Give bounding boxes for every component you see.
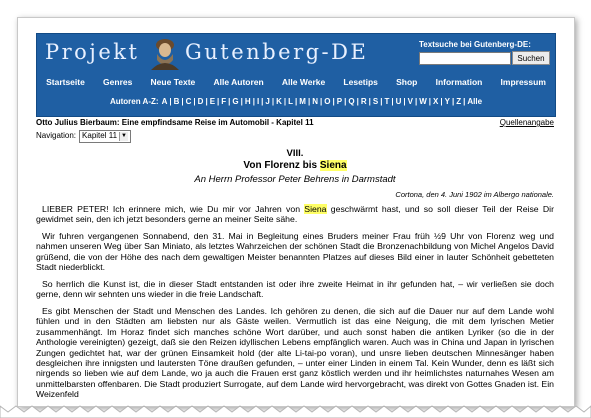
nav-item-shop[interactable]: Shop [396, 77, 418, 87]
nav-item-lesetips[interactable]: Lesetips [343, 77, 378, 87]
nav-item-startseite[interactable]: Startseite [46, 77, 85, 87]
chapter-number: VIII. [286, 148, 304, 159]
gutenberg-portrait-icon [143, 36, 187, 70]
chapter-title [36, 161, 554, 171]
search-button[interactable]: Suchen [512, 51, 550, 65]
navigation-label: Navigation: [36, 131, 77, 141]
nav-item-information[interactable]: Information [435, 77, 483, 87]
site-header [36, 33, 556, 117]
alpha-link-o[interactable]: O [324, 96, 331, 106]
alpha-link-f[interactable]: F [221, 96, 227, 106]
dedication: An Herrn Professor Peter Behrens in Darmstadt [194, 174, 396, 185]
alpha-link-k[interactable]: K [276, 96, 282, 106]
paragraph: Wir fuhren vergangenen Sonnabend, den 31. Mai in Begleitung eines Bruders meiner Frau früh ½9 Uhr von Florenz weg und nahmen unseren Weg über San Miniato, als letztes Wahrzeichen der schönen Stadt die Bronzenachbildung von Michel Angelos David grüßend, die von der Höhe des nach dem gewaltigen Meister benannten Platzes auf dieses Bild einer in lauter Schönheit gebetteten Stadt niederblickt. [36, 231, 554, 273]
chevron-down-icon[interactable]: ▼ [119, 132, 128, 141]
alpha-link-p[interactable]: P [336, 96, 343, 106]
book-title: Otto Julius Bierbaum: Eine empfindsame Reise im Automobil - Kapitel 11 [36, 118, 314, 127]
nav-item-alle-werke[interactable]: Alle Werke [281, 77, 326, 87]
screenshot-frame [17, 17, 575, 407]
alpha-link-i[interactable]: I [256, 96, 260, 106]
nav-item-alle-autoren[interactable]: Alle Autoren [213, 77, 264, 87]
alpha-link-s[interactable]: S [372, 96, 379, 106]
alphabet-label: Autoren A-Z: [109, 96, 159, 106]
alpha-link-j[interactable]: J [265, 96, 270, 106]
alpha-link-l[interactable]: L [288, 96, 294, 106]
nav-item-neue-texte[interactable]: Neue Texte [150, 77, 196, 87]
alpha-link-w[interactable]: W [419, 96, 427, 106]
paragraph [36, 204, 554, 225]
alpha-link-u[interactable]: U [395, 96, 402, 106]
logo-text-right[interactable]: Gutenberg-DE [185, 40, 369, 64]
paragraph: So herrlich die Kunst ist, die in dieser Stadt entstanden ist oder ihre zweite Heimat in ihr gefunden hat, – wir verließen sie doch gerne, denn wir sehnten uns wieder in die freie Landschaft. [36, 279, 554, 300]
main-nav [37, 74, 555, 90]
alpha-link-h[interactable]: H [244, 96, 251, 106]
alpha-link-y[interactable]: Y [444, 96, 450, 106]
alpha-link-q[interactable]: Q [348, 96, 355, 106]
nav-item-impressum[interactable]: Impressum [500, 77, 546, 87]
chapter-select-value: Kapitel 11 [82, 131, 118, 141]
alpha-link-c[interactable]: C [185, 96, 192, 106]
alpha-link-z[interactable]: Z [456, 96, 462, 106]
alpha-link-v[interactable]: V [407, 96, 413, 106]
alpha-link-x[interactable]: X [433, 96, 439, 106]
alpha-link-n[interactable]: N [312, 96, 318, 106]
torn-edge-decoration [0, 400, 591, 418]
logo-text-left[interactable]: Projekt [45, 40, 140, 64]
paragraph-text: LIEBER PETER! Ich erinnere mich, wie Du mir vor Jahren von [42, 204, 305, 214]
search-highlight: Siena [319, 160, 347, 171]
alpha-link-m[interactable]: M [299, 96, 306, 106]
quellenangabe-link[interactable]: Quellenangabe [499, 118, 554, 127]
author-alphabet-nav: Autoren A-Z: A | B | C | D | E | F | G | H | I | J | K | L | M | N | O | P | Q | R | S | T | U | V | W | X | Y | Z | Alle [109, 96, 483, 106]
chapter-select[interactable] [79, 130, 131, 143]
paragraph: Es gibt Menschen der Stadt und Menschen des Landes. Ich gehören zu denen, die sich auf die Dauer nur auf dem Lande wohl fühlen und in den Städten am liebsten nur als Gäste weilen. Vermutlich ist das eine Neigung, die mit dem lyrischen Metier zusammenhängt. Im Horaz findet sich manches schöne Wort darüber, und auch sonst haben die antiken Lyriker (so die in der Anthologie vereinigten) gezeigt, daß sie den Reizen idyllischen Lebens empfänglich waren. Auch was in China und Japan in lyrischen Zungen gedichtet hat, war der grünen Einsamkeit hold (der alte Li-tai-po voran), und unsre lieben deutschen Minnesänger haben desgleichen ihre innigsten und lautersten Töne draußen gefunden, – unter einer Linden in einem Tal. Kein Wunder, denn es läßt sich nirgends so lieben wie auf dem Lande, wo ja auch die Frauen erst ganz köstlich werden und ihr heimlichstes naturnahes Wesen am unmittelbarsten offenbaren. Die Stadt produziert Surrogate, auf dem Lande wird hervorgebracht, was direkt von Gottes Gnaden ist. Ein Weizenfeld [36, 306, 554, 400]
alpha-link-alle[interactable]: Alle [467, 96, 483, 106]
paragraph-text: geschwärmt hast, und so soll dieser Teil der Reise Dir gewidmet sein, den ich jetzt besonders gerne an meiner Seite sähe. [36, 204, 554, 225]
alpha-link-t[interactable]: T [384, 96, 390, 106]
alpha-link-a[interactable]: A [161, 96, 168, 106]
alpha-link-e[interactable]: E [209, 96, 216, 106]
alpha-link-g[interactable]: G [232, 96, 239, 106]
alpha-link-d[interactable]: D [197, 96, 204, 106]
search-input[interactable] [419, 52, 511, 65]
chapter-title-text: Von Florenz bis [243, 160, 320, 171]
nav-item-genres[interactable]: Genres [103, 77, 133, 87]
dateline: Cortona, den 4. Juni 1902 im Albergo nationale. [395, 190, 554, 199]
alpha-link-r[interactable]: R [360, 96, 367, 106]
chapter-navigation [36, 130, 131, 143]
search-highlight: Siena [304, 204, 327, 214]
alpha-link-b[interactable]: B [173, 96, 180, 106]
search-label: Textsuche bei Gutenberg-DE: [419, 40, 531, 49]
